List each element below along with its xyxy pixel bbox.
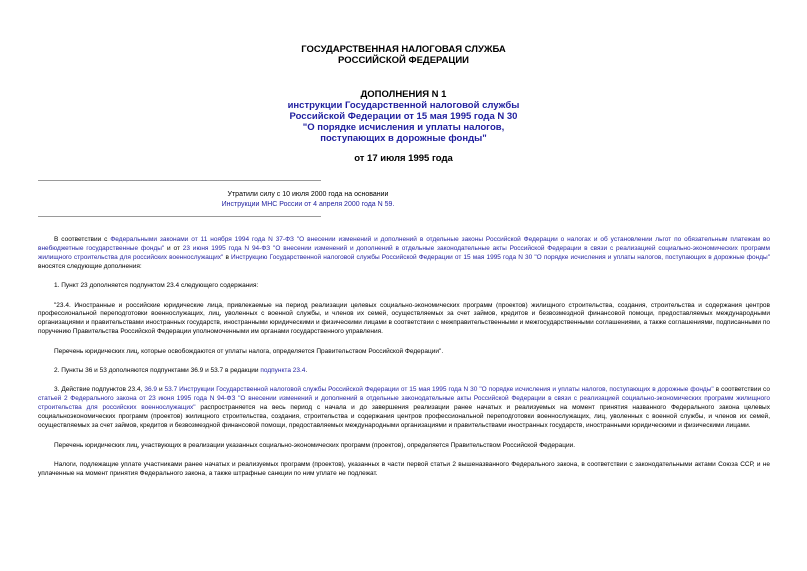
document-title: [0, 89, 807, 144]
paragraph-23-4: "23.4. Иностранные и российские юридические лица, привлекаемые на период реализации целевых социально-экономических программ (проектов) жилищного строительства, создания, строительства и содержания центров профессиональной переподготовки военнослужащих, лиц, уволенных с военной службы, и членов их семей, осуществляемых за счет займов, кредитов и безвозмездной финансовой помощи, предоставляемых международными организациями и правительствами иностранных государств, иностранными юридическими и физическими лицами в соответствии с межправительственными и межгосударственными соглашениями, а также соглашениями, подписанными по поручению Правительства Российской Федерации уполномоченными им органами государственного управления.: [38, 301, 770, 336]
expired-note: [38, 190, 578, 210]
text-run: .: [305, 367, 308, 375]
link-law-94fz[interactable]: 23 июня 1995 года N 94-ФЗ "О внесении изменений и дополнений в отдельные законодательные акты Российской Федерации в связи с реализацией социально-экономических программ жилищного строительства для российских военнослужащих": [38, 244, 770, 261]
title-line-2[interactable]: Российской Федерации от 15 мая 1995 года N 30: [289, 111, 518, 122]
title-heading: ДОПОЛНЕНИЯ N 1: [360, 89, 447, 100]
issuer-line-2: РОССИЙСКОЙ ФЕДЕРАЦИИ: [337, 55, 469, 66]
link-subitem-53-7[interactable]: 53.7 Инструкции Государственной налоговой службы Российской Федерации от 15 мая 1995 года N 30 "О порядке исчисления и уплаты налогов, поступающих в дорожные фонды": [164, 386, 714, 394]
link-law-37fz[interactable]: Федеральными законами от 11 ноября 1994 года N 37-ФЗ "О внесении изменений и дополнений в отдельные законы Российской Федерации о налогах и об установлении льгот по обязательным платежам во внебюджетные государственные фонды": [38, 236, 770, 252]
title-line-1[interactable]: инструкции Государственной налоговой службы: [287, 100, 520, 111]
paragraph-item-2: [38, 367, 770, 376]
paragraph-participants: Перечень юридических лиц, участвующих в реализации указанных социально-экономических программ (проектов), определяется Правительством Российской Федерации.: [54, 441, 576, 449]
link-subitem-36-9[interactable]: 36.9: [144, 386, 157, 394]
expired-note-link[interactable]: Инструкции МНС России от 4 апреля 2000 года N 59.: [221, 201, 395, 208]
link-instruction-30[interactable]: Инструкцию Государственной налоговой службы Российской Федерации от 15 мая 1995 года N 30 "О порядке исчисления и уплаты налогов, поступающих в дорожные фонды": [231, 253, 770, 261]
link-subitem-23-4[interactable]: подпункта 23.4: [260, 367, 306, 375]
paragraph-item-1: 1. Пункт 23 дополняется подпунктом 23.4 следующего содержания:: [54, 282, 259, 290]
paragraph-intro: [38, 236, 770, 272]
document-body: [38, 236, 770, 489]
paragraph-list-exempt: Перечень юридических лиц, которые освобождаются от уплаты налога, определяется Правительством Российской Федерации".: [54, 347, 444, 355]
text-run: и от: [164, 244, 183, 252]
text-run: и: [156, 386, 165, 394]
text-run: в соответствии со: [713, 386, 770, 394]
divider-top: [38, 180, 321, 181]
issuer-line-1: ГОСУДАРСТВЕННАЯ НАЛОГОВАЯ СЛУЖБА: [301, 44, 506, 55]
paragraph-item-3: [38, 386, 770, 431]
text-run: 2. Пункты 36 и 53 дополняются подпунктами 36.9 и 53.7 в редакции: [54, 367, 261, 375]
text-run: вносятся следующие дополнения:: [38, 262, 142, 270]
divider-bottom: [38, 216, 321, 217]
expired-note-text: Утратили силу с 10 июля 2000 года на основании: [227, 191, 389, 198]
text-run: В соответствии с: [54, 236, 111, 243]
text-run: в: [223, 253, 232, 261]
text-run: распространяется на весь период с начала и до завершения реализации ранее начатых и реализуемых на момент принятия названного Федерального закона целевых социальноэкономических программ (проектов) жилищного строительства, создания, строительства и содержания центров профессиональной переподготовки военнослужащих, лиц, уволенных с военной службы, и членов их семей, осуществляемых за счет займов, кредитов и безвозмездной финансовой помощи, предоставляемых международными организациями и правительствами иностранных государств, иностранными юридическими и физическими лицами.: [38, 404, 770, 430]
link-article-2[interactable]: статьей 2 Федерального закона от 23 июня 1995 года N 94-ФЗ "О внесении изменений и дополнений в отдельные законодательные акты Российской Федерации в связи с реализацией социально-экономических программ жилищного строительства для российских военнослужащих": [38, 395, 770, 412]
title-line-4[interactable]: поступающих в дорожные фонды": [320, 133, 487, 144]
issuer-block: [0, 44, 807, 66]
document-date: от 17 июля 1995 года: [354, 153, 453, 164]
paragraph-taxes: Налоги, подлежащие уплате участниками ранее начатых и реализуемых программ (проектов), указанных в части первой статьи 2 вышеназванного Федерального закона, в соответствии с законодательными актами Союза ССР, и не уплаченные на момент принятия Федерального закона, а также штрафные санкции по ним уплате не подлежат.: [38, 460, 770, 477]
title-line-3[interactable]: "О порядке исчисления и уплаты налогов,: [302, 122, 505, 133]
text-run: 3. Действие подпунктов 23.4,: [54, 386, 145, 394]
